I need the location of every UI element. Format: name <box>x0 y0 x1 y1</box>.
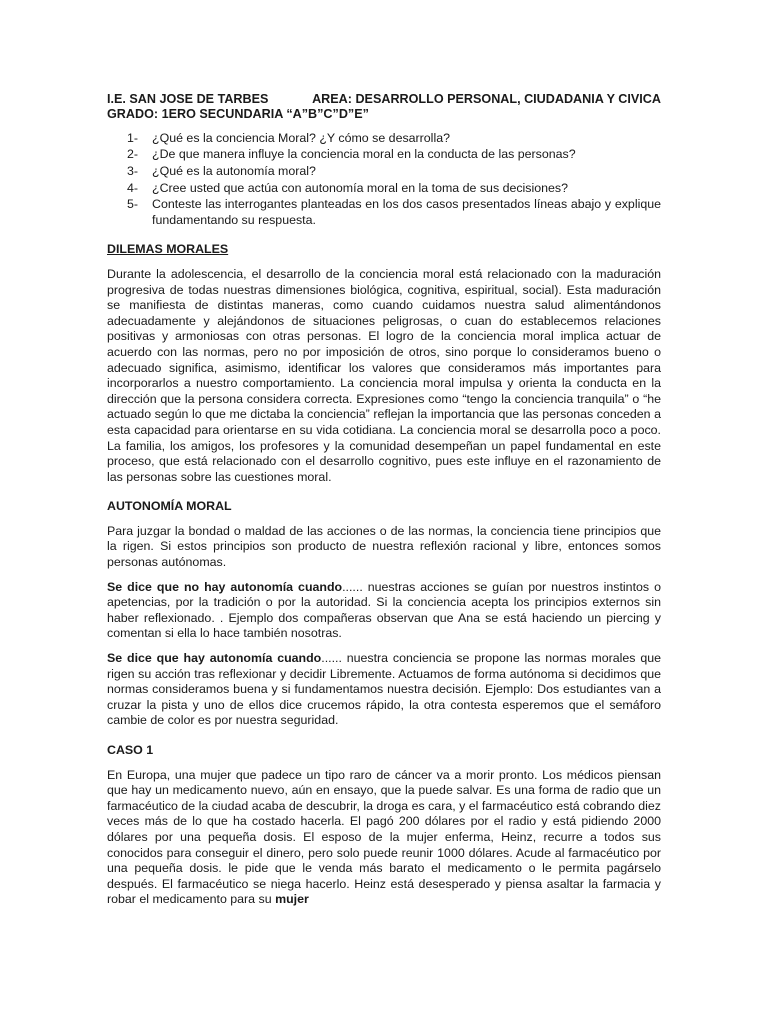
question-text: Conteste las interrogantes planteadas en los dos casos presentados líneas abajo y explique fundamentando su respuesta. <box>152 197 661 227</box>
list-item <box>127 147 661 163</box>
paragraph-hay-autonomia <box>107 651 661 729</box>
body-no-autonomia: ...... nuestras acciones se guían por nuestros instintos o apetencias, por la tradición o por la autoridad. Si la conciencia acepta los principios externos sin haber reflexionado. . Ejemplo dos compañeras observan que Ana se está haciendo un piercing y comentan si ella lo hace también nosotras. <box>107 579 661 641</box>
question-number: 5- <box>127 197 139 212</box>
question-number: 4- <box>127 180 139 195</box>
paragraph-no-autonomia <box>107 580 661 642</box>
school-name: I.E. SAN JOSE DE TARBES <box>107 92 269 106</box>
lead-no-autonomia: Se dice que no hay autonomía cuando <box>107 579 343 594</box>
list-item <box>127 164 661 180</box>
paragraph-dilemas: Durante la adolescencia, el desarrollo de la conciencia moral está relacionado con la maduración progresiva de todas nuestras dimensiones biológica, cognitiva, espiritual, social). Esta maduración se manifiesta de distintas maneras, como cuando cuidamos nuestra salud alimentándonos adecuadamente y alejándonos de situaciones peligrosas, o cuan do establecemos relaciones positivas y armoniosas con otras personas. El logro de la conciencia moral implica actuar de acuerdo con las normas, pero no por imposición de otros, sino porque lo consideramos bueno o adecuado significa, asimismo, identificar los valores que consideramos más importantes para incorporarlos a nuestro comportamiento. La conciencia moral impulsa y orienta la conducta en la dirección que la persona considera correcta. Expresiones como “tengo la conciencia tranquila” o “he actuado según lo que me dictaba la conciencia” reflejan la importancia que las personas conceden a esta capacidad para orientarse en su vida cotidiana. La conciencia moral se desarrolla poco a poco. La familia, los amigos, los profesores y la comunidad desempeñan un papel fundamental en este proceso, que está relacionado con el desarrollo cognitivo, pues este influye en el razonamiento de las personas sobre las cuestiones moral. <box>107 266 661 484</box>
list-item <box>127 197 661 228</box>
subject-area: AREA: DESARROLLO PERSONAL, CIUDADANIA Y CIVICA <box>312 92 661 106</box>
question-text: ¿De que manera influye la conciencia moral en la conducta de las personas? <box>152 147 576 162</box>
paragraph-autonomia-intro: Para juzgar la bondad o maldad de las acciones o de las normas, la conciencia tiene principios que la rigen. Si estos principios son producto de nuestra reflexión racional y libre, entonces somos personas autónomas. <box>107 523 661 570</box>
grade-label: GRADO: 1ERO SECUNDARIA “A”B”C”D”E” <box>107 107 369 122</box>
section-title-autonomia: AUTONOMÍA MORAL <box>107 499 232 514</box>
body-caso1: En Europa, una mujer que padece un tipo raro de cáncer va a morir pronto. Los médicos piensan que hay un medicamento nuevo, aún en ensayo, que la puede salvar. Es una forma de radio que un farmacéutico de la ciudad acaba de descubrir, la droga es cara, y el farmacéutico está cobrando diez veces más de lo que ha costado hacerla. El pagó 200 dólares por el radio y está pidiendo 2000 dólares por una pequeña dosis. El esposo de la mujer enferma, Heinz, recurre a todos sus conocidos para conseguir el dinero, pero solo puede reunir 1000 dólares. Acude al farmacéutico por una pequeña dosis. le pide que le venda más barato el medicamento o le permita pagárselo después. El farmacéutico se niega hacerlo. Heinz está desesperado y piensa asaltar la farmacia y robar el medicamento para su <box>107 767 661 907</box>
paragraph-caso1 <box>107 768 661 908</box>
caso1-last-word: mujer <box>275 892 309 907</box>
list-item <box>127 181 661 197</box>
header-line-1 <box>107 92 661 107</box>
section-title-dilemas: DILEMAS MORALES <box>107 242 229 257</box>
list-item <box>127 131 661 147</box>
body-hay-autonomia: ...... nuestra conciencia se propone las normas morales que rigen su acción tras reflexionar y decidir Libremente. Actuamos de forma autónoma si decidimos que normas consideramos buena y si fundamentamos nuestra decisión. Ejemplo: Dos estudiantes van a cruzar la pista y uno de ellos dice crucemos rápido, la otra contesta esperemos que el semáforo cambie de color es por nuestra seguridad. <box>107 651 661 728</box>
section-title-caso1: CASO 1 <box>107 743 154 757</box>
question-text: ¿Cree usted que actúa con autonomía moral en la toma de sus decisiones? <box>152 180 569 195</box>
question-number: 1- <box>127 130 139 145</box>
question-text: ¿Qué es la conciencia Moral? ¿Y cómo se desarrolla? <box>152 130 450 145</box>
question-list <box>107 131 661 229</box>
question-number: 2- <box>127 147 139 162</box>
lead-hay-autonomia: Se dice que hay autonomía cuando <box>107 651 322 666</box>
header-line-2 <box>107 107 661 122</box>
question-text: ¿Qué es la autonomía moral? <box>152 164 316 178</box>
question-number: 3- <box>127 164 139 178</box>
